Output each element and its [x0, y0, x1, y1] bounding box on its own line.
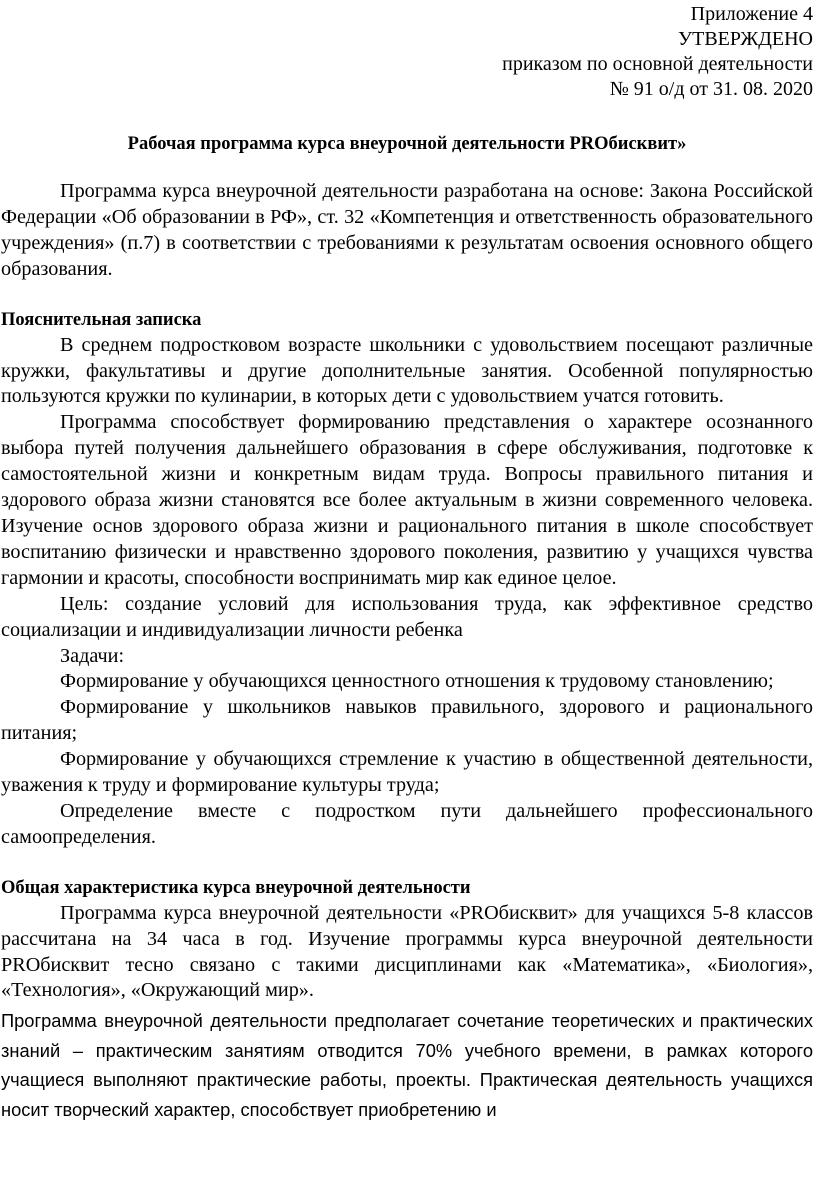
goal-paragraph: Цель: создание условий для использования труда, как эффективное средство социализации и индивидуализации личности ребенка	[1, 592, 813, 641]
task-item: Формирование у обучающихся ценностного отношения к трудовому становлению;	[60, 670, 774, 693]
order-label: приказом по основной деятельности	[502, 53, 813, 75]
intro-paragraph: Программа курса внеурочной деятельности разработана на основе: Закона Российской Федерации «Об образовании в РФ», ст. 32 «Компетенция и ответственность образовательного учреждения» (п.7) в соответствии с требованиями к результатам освоения основного общего образования.	[1, 180, 813, 280]
document-title: Рабочая программа курса внеурочной деятельности PROбисквит»	[127, 134, 687, 154]
appendix-label: Приложение 4	[690, 3, 813, 25]
approval-header	[1, 2, 813, 102]
section-heading-explanatory-note: Пояснительная записка	[1, 309, 202, 330]
paragraph: Программа внеурочной деятельности предполагает сочетание теоретических и практических знаний – практическим занятиям отводится 70% учебного времени, в рамках которого учащиеся выполняют практические работы, проекты. Практическая деятельность учащихся носит творческий характер, способствует приобретению и	[1, 1010, 813, 1120]
task-item: Формирование у обучающихся стремление к участию в общественной деятельности, уважения к труду и формирование культуры труда;	[1, 748, 813, 797]
order-number: № 91 о/д от 31. 08. 2020	[609, 78, 813, 100]
approved-label: УТВЕРЖДЕНО	[677, 28, 813, 50]
task-item: Определение вместе с подростком пути дальнейшего профессионального самоопределения.	[1, 799, 813, 848]
tasks-label: Задачи:	[60, 644, 125, 667]
paragraph: В среднем подростковом возрасте школьники с удовольствием посещают различные кружки, факультативы и другие дополнительные занятия. Особенной популярностью пользуются кружки по кулинарии, в которых дети с удовольствием учатся готовить.	[1, 333, 813, 408]
section-heading-general-characteristics: Общая характеристика курса внеурочной деятельности	[1, 877, 471, 898]
paragraph: Программа курса внеурочной деятельности «PROбисквит» для учащихся 5-8 классов рассчитана на 34 часа в год. Изучение программы курса внеурочной деятельности PROбисквит тесно связано с такими дисциплинами как «Математика», «Биология», «Технология», «Окружающий мир».	[1, 901, 813, 1002]
paragraph: Программа способствует формированию представления о характере осознанного выбора путей получения дальнейшего образования в сфере обслуживания, подготовке к самостоятельной жизни и конкретным видам труда. Вопросы правильного питания и здорового образа жизни становятся все более актуальным в жизни современного человека. Изучение основ здорового образа жизни и рационального питания в школе способствует воспитанию физически и нравственно здорового поколения, развитию у учащихся чувства гармонии и красоты, способности воспринимать мир как единое целое.	[1, 411, 813, 589]
task-item: Формирование у школьников навыков правильного, здорового и рационального питания;	[1, 696, 813, 745]
